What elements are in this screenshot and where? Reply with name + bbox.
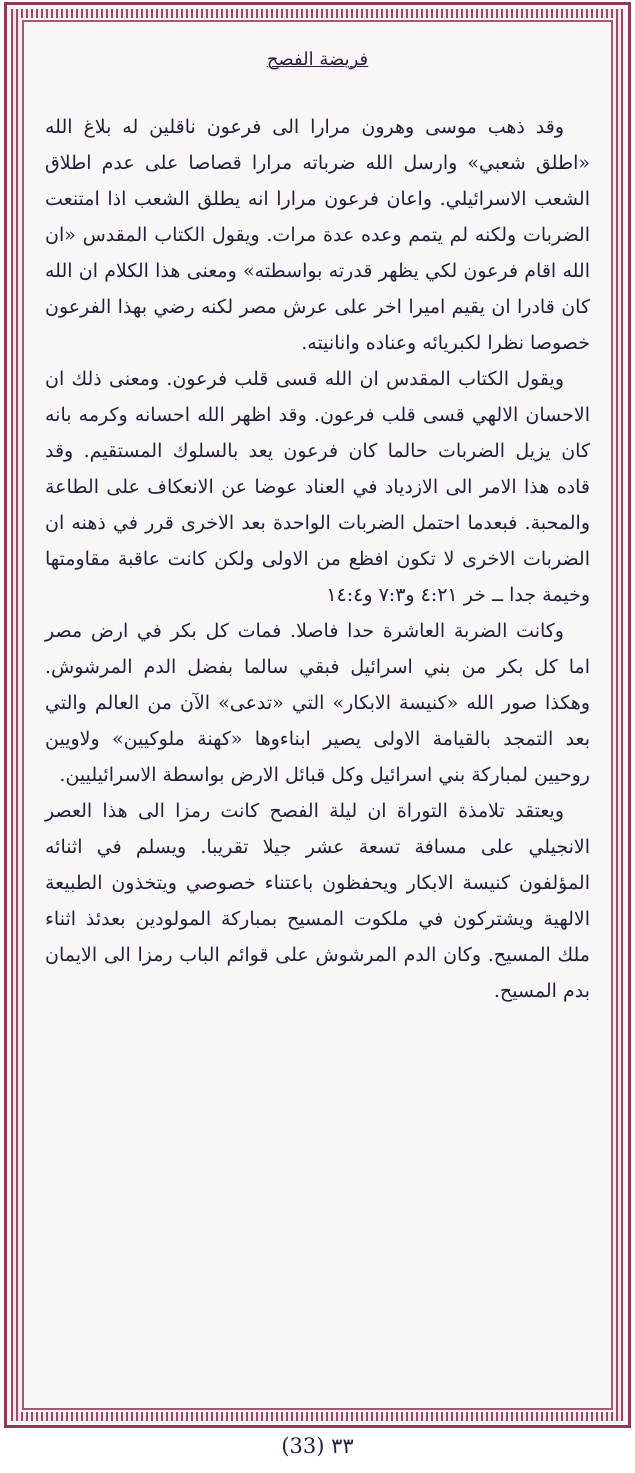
page-title: فريضة الفصح (266, 49, 369, 70)
paragraph-4: ويعتقد تلامذة التوراة ان ليلة الفصح كانت رمزا الى هذا العصر الانجيلي على مسافة تسعة عشر جيلا تقريبا. ويسلم في اثنائه المؤلفون كنيسة الابكار ويحفظون باعتناء خصوصي ويتخذون الطبيعة الالهية ويشتركون في ملكوت المسيح بمباركة المولودين بعدئذ اثناء ملك المسيح. وكان الدم المرشوش على قوائم الباب رمزا الى الايمان بدم المسيح. (45, 800, 590, 1002)
page-number: (33) ٣٣ (281, 1434, 354, 1458)
paragraph-1: وقد ذهب موسى وهرون مرارا الى فرعون ناقلين له بلاغ الله «اطلق شعبي» وارسل الله ضرباته مرارا قصاصا على عدم اطلاق الشعب الاسرائيلي. واعان فرعون مرارا انه يطلق الشعب اذا امتنعت الضربات ولكنه لم يتمم وعده عدة مرات. ويقول الكتاب المقدس «ان الله اقام فرعون لكي يظهر قدرته بواسطته» ومعنى هذا الكلام ان الله كان قادرا ان يقيم اميرا اخر على عرش مصر لكنه رضي بهذا الفرعون خصوصا نظرا لكبريائه وعناده وانانيته. (45, 116, 590, 354)
paragraph-3: وكانت الضربة العاشرة حدا فاصلا. فمات كل بكر في ارض مصر اما كل بكر من بني اسرائيل فبقي سالما بفضل الدم المرشوش. وهكذا صور الله «كنيسة الابكار» التي «تدعى» الآن من العالم والتي بعد التمجد بالقيامة الاولى يصير ابناءوها «كهنة ملوكيين» ولاويين روحيين لمباركة بني اسرائيل وكل قبائل الارض بواسطة الاسرائيليين. (45, 620, 590, 786)
decorative-border (4, 2, 631, 1428)
body-text (45, 109, 590, 1009)
text-area (45, 45, 590, 1389)
paragraph-2: ويقول الكتاب المقدس ان الله قسى قلب فرعون. ومعنى ذلك ان الاحسان الالهي قسى قلب فرعون. وقد اظهر الله احسانه وكرمه بانه كان يزيل الضربات حالما كان فرعون يعد بالسلوك المستقيم. وقد قاده هذا الامر الى الازدياد في العناد عوضا عن الانعكاف على الطاعة والمحبة. فبعدما احتمل الضربات الواحدة بعد الاخرى قرر في ذهنه ان الضربات الاخرى لا تكون افظع من الاولى ولكن كانت عاقبة مقاومتها وخيمة جدا ــ خر ٤:٢١ و٧:٣ و١٤:٤ (45, 368, 590, 606)
